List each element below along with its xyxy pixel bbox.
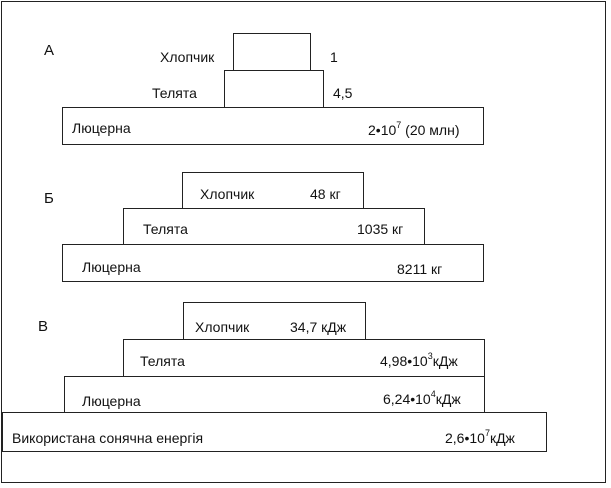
level-alfalfa-name: Люцерна: [82, 393, 141, 409]
level-alfalfa-name: Люцерна: [72, 120, 131, 136]
pyramid-level-calves: [224, 70, 324, 108]
level-calves-value: $4,98•10^3кДж$: [380, 351, 458, 369]
level-calves-value: 1035 кг: [357, 221, 404, 237]
level-alfalfa-value: $6,24•10^4кДж$: [383, 389, 461, 407]
level-solar-energy-value: $2,6•10^7кДж$: [445, 428, 515, 446]
level-alfalfa-value: 8211 кг: [397, 261, 443, 277]
level-calves-value: 4,5: [333, 85, 353, 101]
panel-b-label: Б: [44, 190, 54, 207]
level-calves-name: Телята: [152, 85, 197, 101]
level-boy-name: Хлопчик: [160, 49, 215, 65]
level-calves-name: Телята: [143, 221, 188, 237]
panel-c-label: В: [38, 318, 49, 335]
level-boy-name: Хлопчик: [195, 319, 250, 335]
level-alfalfa-value: $2•10^7$ (20 млн): [368, 120, 460, 138]
level-boy-value: 34,7 кДж: [290, 319, 347, 335]
level-alfalfa-name: Люцерна: [82, 259, 141, 275]
level-solar-energy-name: Використана сонячна енергія: [12, 430, 204, 446]
pyramid-level-boy: [233, 33, 311, 71]
level-boy-value: 1: [330, 49, 338, 65]
level-boy-value: 48 кг: [310, 186, 341, 202]
level-boy-name: Хлопчик: [200, 186, 255, 202]
panel-a-label: А: [44, 42, 55, 59]
level-calves-name: Телята: [140, 353, 185, 369]
